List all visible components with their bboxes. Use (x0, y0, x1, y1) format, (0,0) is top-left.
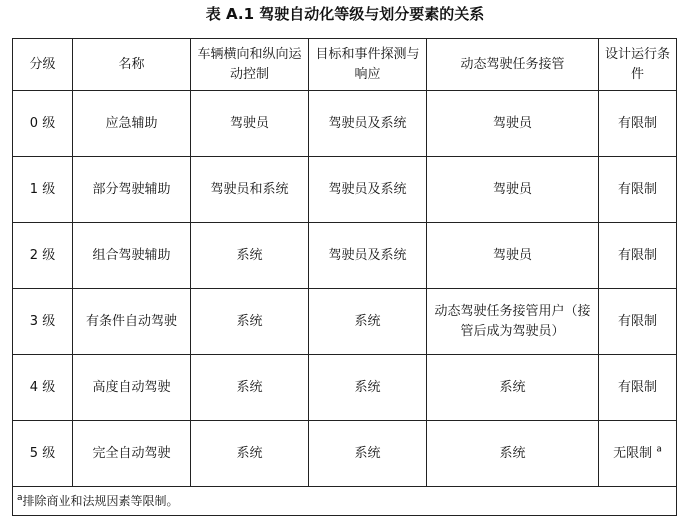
header-cell: 动态驾驶任务接管 (427, 39, 599, 91)
table-cell: 驾驶员 (427, 157, 599, 223)
table-cell: 5 级 (13, 421, 73, 487)
table-cell: 驾驶员及系统 (309, 157, 427, 223)
header-cell: 设计运行条件 (599, 39, 677, 91)
footnote-row (13, 487, 677, 516)
table-cell: 高度自动驾驶 (73, 355, 191, 421)
table-cell: 4 级 (13, 355, 73, 421)
table-cell (599, 421, 677, 487)
table-cell: 系统 (309, 289, 427, 355)
table-cell: 驾驶员和系统 (191, 157, 309, 223)
footnote-cell (13, 487, 677, 516)
table-cell: 驾驶员 (191, 91, 309, 157)
header-cell: 分级 (13, 39, 73, 91)
table-cell: 系统 (191, 421, 309, 487)
automation-levels-table (12, 38, 677, 516)
table-cell: 有限制 (599, 289, 677, 355)
table-row (13, 421, 677, 487)
table-cell: 3 级 (13, 289, 73, 355)
table-cell: 有限制 (599, 355, 677, 421)
table-cell: 组合驾驶辅助 (73, 223, 191, 289)
table-row (13, 289, 677, 355)
table-cell: 系统 (427, 421, 599, 487)
footnote-text: 排除商业和法规因素等限制。 (22, 494, 179, 508)
table-cell: 应急辅助 (73, 91, 191, 157)
table-cell: 2 级 (13, 223, 73, 289)
table-cell: 有限制 (599, 157, 677, 223)
table-cell: 系统 (191, 223, 309, 289)
table-cell: 系统 (309, 355, 427, 421)
table-cell: 0 级 (13, 91, 73, 157)
table-cell: 驾驶员及系统 (309, 91, 427, 157)
table-cell: 部分驾驶辅助 (73, 157, 191, 223)
table-cell: 驾驶员及系统 (309, 223, 427, 289)
header-cell: 名称 (73, 39, 191, 91)
table-cell: 驾驶员 (427, 223, 599, 289)
cell-text: 无限制 (613, 445, 653, 461)
table-cell: 驾驶员 (427, 91, 599, 157)
table-cell: 系统 (191, 355, 309, 421)
table-title: 表 A.1 驾驶自动化等级与划分要素的关系 (205, 5, 485, 23)
table-row (13, 91, 677, 157)
table-cell: 有条件自动驾驶 (73, 289, 191, 355)
table-row (13, 223, 677, 289)
footnote-marker: a (17, 493, 23, 503)
table-cell: 有限制 (599, 223, 677, 289)
table-cell: 系统 (427, 355, 599, 421)
table-cell: 有限制 (599, 91, 677, 157)
table-cell: 动态驾驶任务接管用户（接管后成为驾驶员） (427, 289, 599, 355)
footnote-marker: a (656, 444, 662, 455)
header-row (13, 39, 677, 91)
table-row (13, 157, 677, 223)
table-cell: 1 级 (13, 157, 73, 223)
header-cell: 目标和事件探测与响应 (309, 39, 427, 91)
header-cell: 车辆横向和纵向运动控制 (191, 39, 309, 91)
table-cell: 完全自动驾驶 (73, 421, 191, 487)
table-row (13, 355, 677, 421)
table-cell: 系统 (191, 289, 309, 355)
table-cell: 系统 (309, 421, 427, 487)
